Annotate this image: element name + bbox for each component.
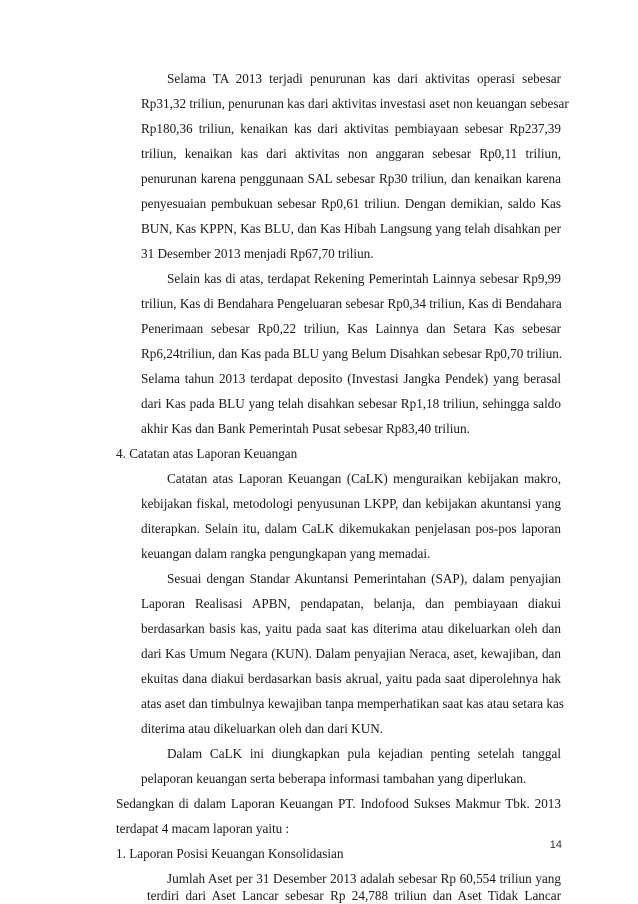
text-line: diterapkan. Selain itu, dalam CaLK dikemukakan penjelasan pos-pos laporan bbox=[141, 521, 561, 536]
text-line: Sedangkan di dalam Laporan Keuangan PT. Indofood Sukses Makmur Tbk. 2013 bbox=[116, 796, 561, 811]
text-line: Rp31,32 triliun, penurunan kas dari aktivitas investasi aset non keuangan sebesar bbox=[141, 96, 569, 111]
text-line: pelaporan keuangan serta beberapa informasi tambahan yang diperlukan. bbox=[141, 771, 527, 786]
text-line: atas aset dan timbulnya kewajiban tanpa memperhatikan saat kas atau setara kas bbox=[141, 696, 564, 711]
text-line: Sesuai dengan Standar Akuntansi Pemerintahan (SAP), dalam penyajian bbox=[167, 571, 561, 586]
text-line: Selain kas di atas, terdapat Rekening Pemerintah Lainnya sebesar Rp9,99 bbox=[167, 271, 561, 286]
text-line: akhir Kas dan Bank Pemerintah Pusat sebesar Rp83,40 triliun. bbox=[141, 421, 470, 436]
section-heading: 4. Catatan atas Laporan Keuangan bbox=[116, 446, 298, 461]
text-line: Jumlah Aset per 31 Desember 2013 adalah sebesar Rp 60,554 triliun yang bbox=[167, 871, 561, 886]
text-line: Laporan Realisasi APBN, pendapatan, belanja, dan pembiayaan diakui bbox=[141, 596, 561, 611]
text-line: keuangan dalam rangka pengungkapan yang memadai. bbox=[141, 546, 431, 561]
text-line: ekuitas dana diakui berdasarkan basis akrual, yaitu pada saat diperolehnya hak bbox=[141, 671, 561, 686]
text-line: terdapat 4 macam laporan yaitu : bbox=[116, 821, 290, 836]
text-line: Catatan atas Laporan Keuangan (CaLK) menguraikan kebijakan makro, bbox=[167, 471, 561, 486]
text-line: Dalam CaLK ini diungkapkan pula kejadian penting setelah tanggal bbox=[167, 746, 561, 761]
text-line: 31 Desember 2013 menjadi Rp67,70 triliun. bbox=[141, 246, 374, 261]
text-line: Penerimaan sebesar Rp0,22 triliun, Kas Lainnya dan Setara Kas sebesar bbox=[141, 321, 561, 336]
text-line: terdiri dari Aset Lancar sebesar Rp 24,788 triliun dan Aset Tidak Lancar bbox=[147, 888, 561, 903]
text-line: penurunan karena penggunaan SAL sebesar Rp30 triliun, dan kenaikan karena bbox=[141, 171, 561, 186]
text-line: Selama TA 2013 terjadi penurunan kas dari aktivitas operasi sebesar bbox=[167, 71, 561, 86]
text-line: BUN, Kas KPPN, Kas BLU, dan Kas Hibah Langsung yang telah disahkan per bbox=[141, 221, 561, 236]
page-number: 14 bbox=[549, 839, 562, 851]
text-line: dari Kas Umum Negara (KUN). Dalam penyajian Neraca, aset, kewajiban, dan bbox=[141, 646, 561, 661]
text-line: penyesuaian pembukuan sebesar Rp0,61 triliun. Dengan demikian, saldo Kas bbox=[141, 196, 561, 211]
text-line: triliun, Kas di Bendahara Pengeluaran sebesar Rp0,34 triliun, Kas di Bendahara bbox=[141, 296, 562, 311]
text-line: triliun, kenaikan kas dari aktivitas non anggaran sebesar Rp0,11 triliun, bbox=[141, 146, 561, 161]
text-line: berdasarkan basis kas, yaitu pada saat kas diterima atau dikeluarkan oleh dan bbox=[141, 621, 561, 636]
text-line: kebijakan fiskal, metodologi penyusunan LKPP, dan kebijakan akuntansi yang bbox=[141, 496, 561, 511]
text-line: diterima atau dikeluarkan oleh dan dari KUN. bbox=[141, 721, 384, 736]
text-line: Rp180,36 triliun, kenaikan kas dari aktivitas pembiayaan sebesar Rp237,39 bbox=[141, 121, 561, 136]
text-line: Rp6,24triliun, dan Kas pada BLU yang Belum Disahkan sebesar Rp0,70 triliun. bbox=[141, 346, 563, 361]
text-line: Selama tahun 2013 terdapat deposito (Investasi Jangka Pendek) yang berasal bbox=[141, 371, 561, 386]
text-line: dari Kas pada BLU yang telah disahkan sebesar Rp1,18 triliun, sehingga saldo bbox=[141, 396, 561, 411]
section-heading: 1. Laporan Posisi Keuangan Konsolidasian bbox=[116, 846, 344, 861]
